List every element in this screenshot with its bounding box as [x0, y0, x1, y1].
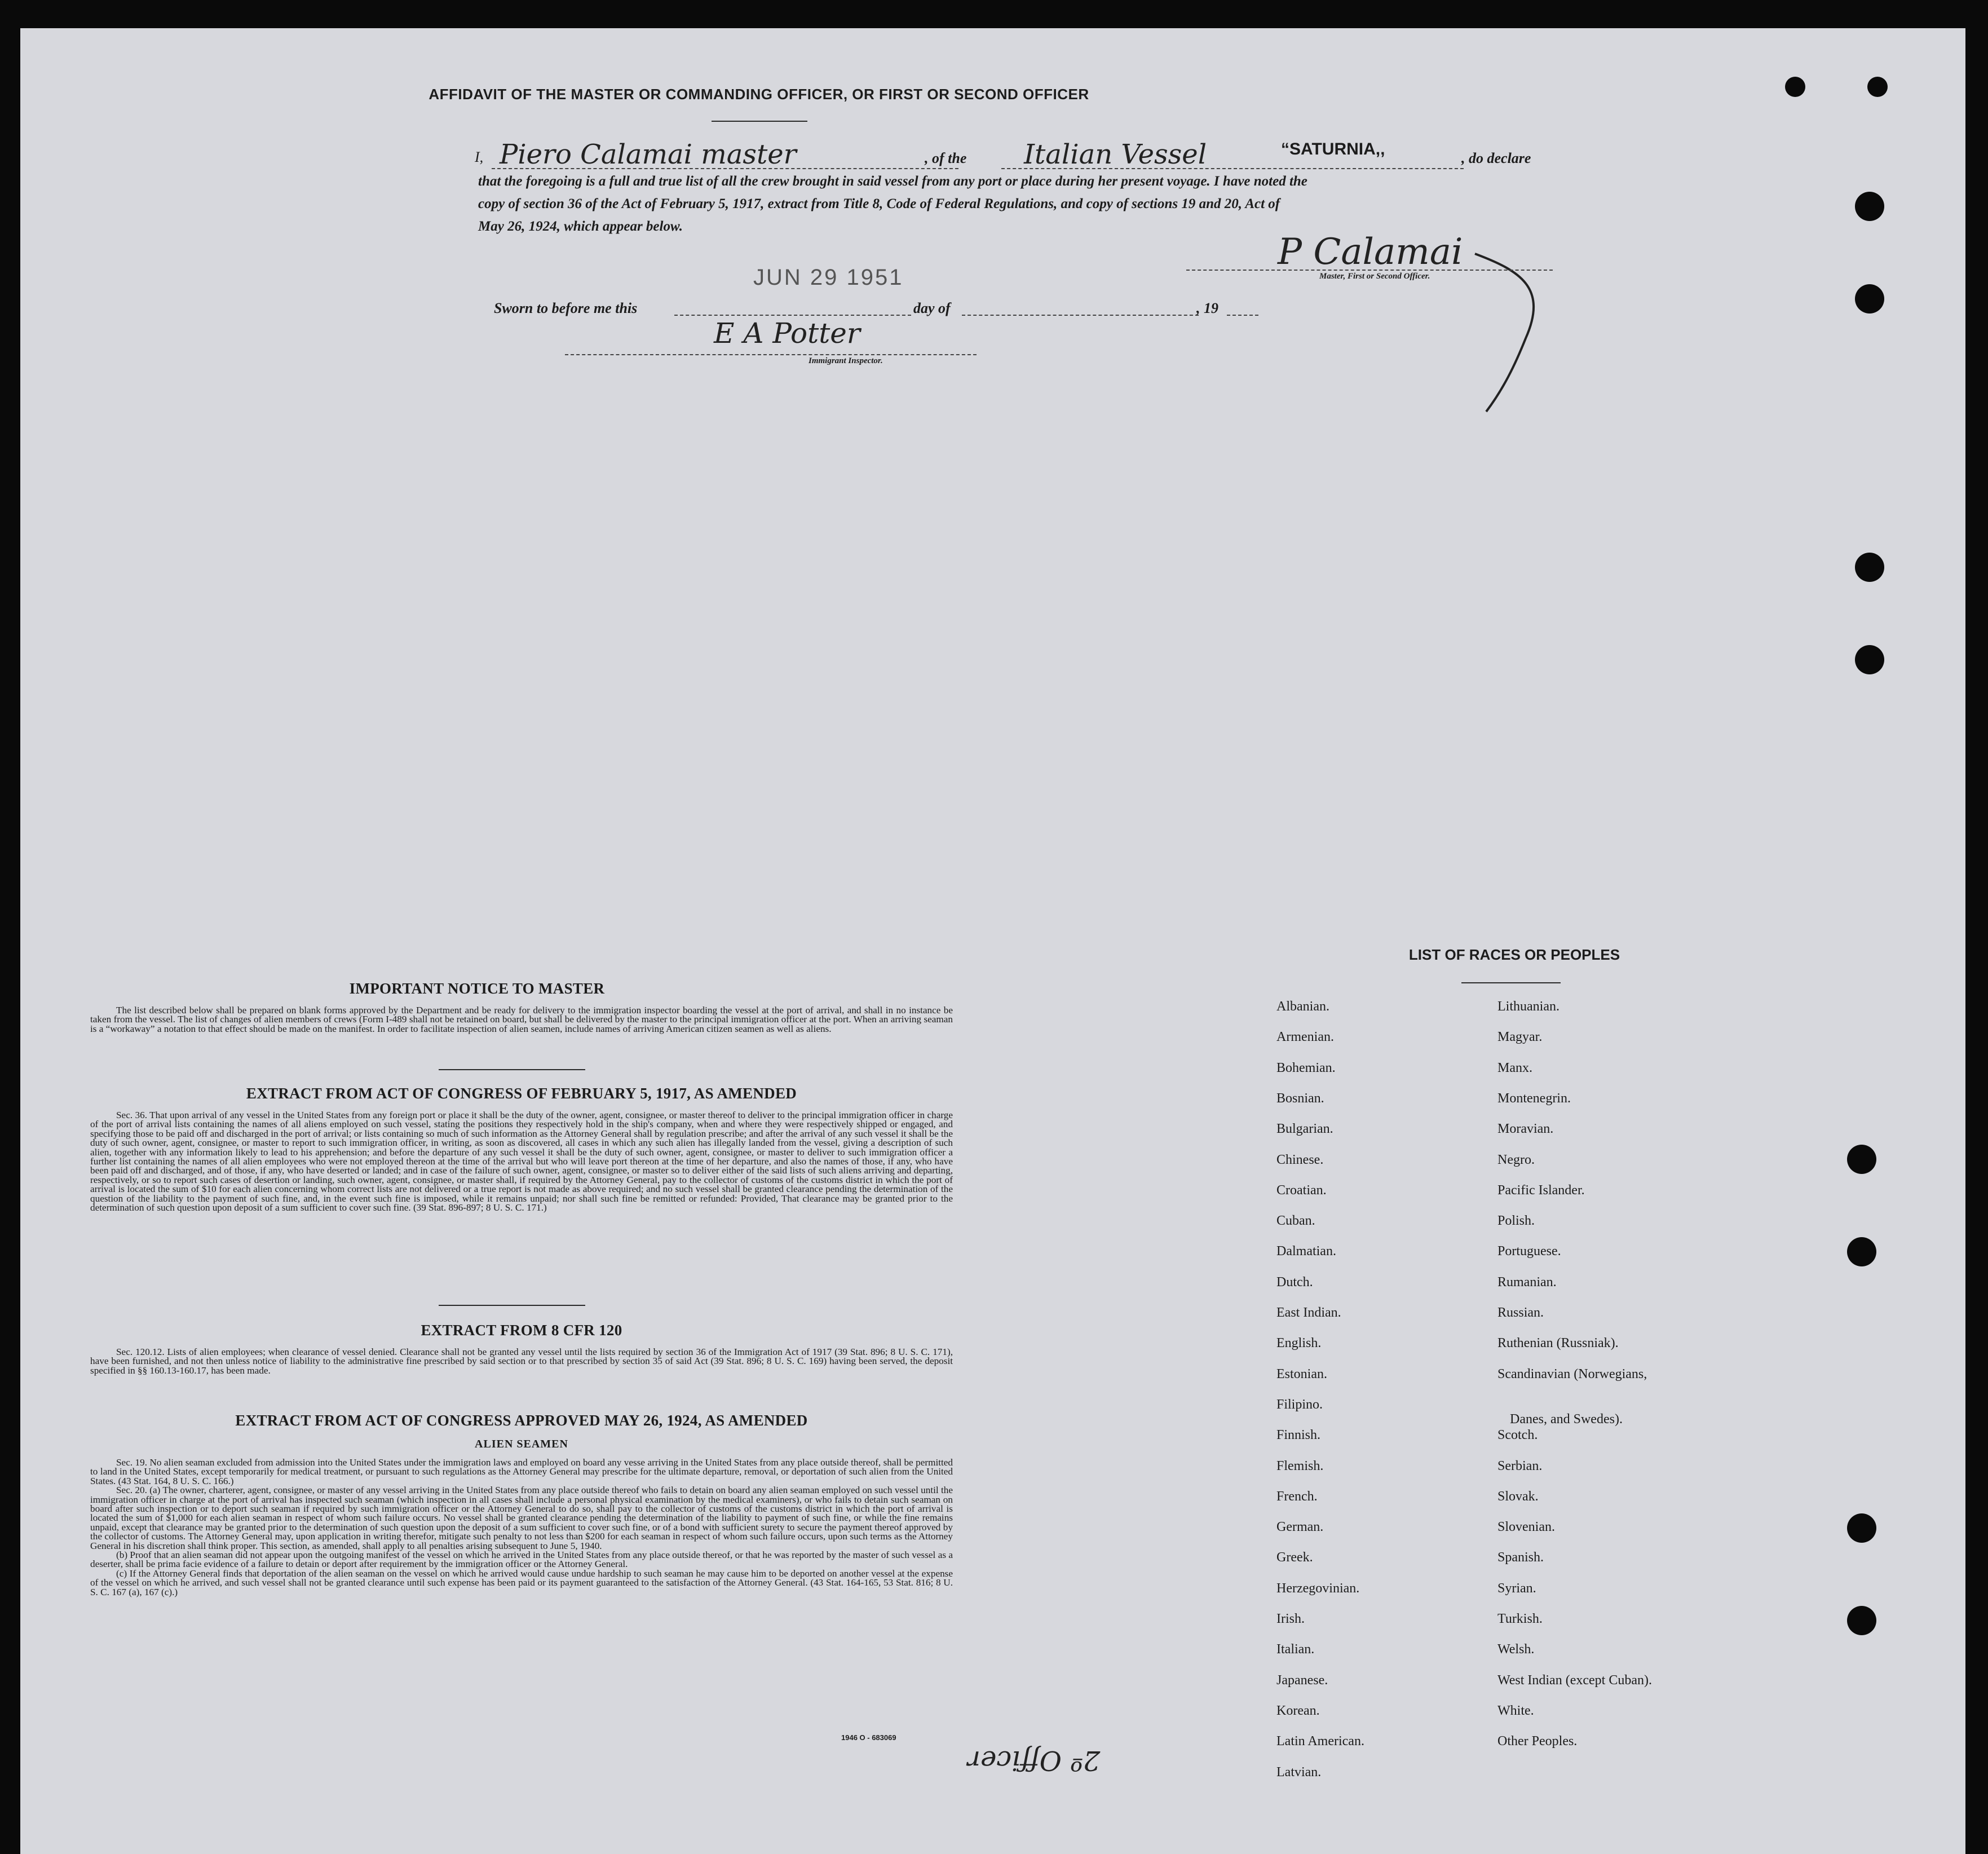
- race-item: Slovenian.: [1497, 1520, 1555, 1535]
- race-item: Irish.: [1276, 1612, 1305, 1626]
- race-item: Estonian.: [1276, 1366, 1327, 1381]
- race-item: Latvian.: [1276, 1764, 1322, 1780]
- race-item: Ruthenian (Russniak).: [1497, 1336, 1619, 1351]
- notice-title: IMPORTANT NOTICE TO MASTER: [349, 980, 605, 997]
- race-item: Armenian.: [1276, 1030, 1334, 1045]
- extract-1924-paragraph: Sec. 20. (a) The owner, charterer, agent, consignee, or master of any vessel arriving in the United States from any place outside thereof who fails to detain on board any alien seaman employed on such vessel until the immigration officer in charge at the port of arrival has inspected such seaman (which inspection in all cases shall include a personal physical examination by the medical examiners), or who fails to detain such seaman on board after such inspection or to deport such seaman if required by such immigration officer or the Attorney General to do so, shall pay to the collector of customs of the customs district in which the port of arrival is located the sum of $1,000 for each alien seaman in respect of whom such failure occurs. No vessel shall be granted clearance pending the determination of the liability to payment of such fine, or while the fine remains unpaid, except that clearance may be granted prior to the determination of such question upon the deposit of a sum sufficient to cover such fine, or of a bond with sufficient surety to secure the payment thereof approved by the collector of customs. The Attorney General may, upon application in writing therefor, mitigate such penalty to not less than $200 for each seaman in respect of whom such failure occurs, upon such terms as the Attorney General in his discretion shall think proper. This section, as amended, shall apply to all penalties arising subsequent to June 5, 1940.: [90, 1485, 953, 1551]
- race-item: East Indian.: [1276, 1305, 1341, 1320]
- race-item: Chinese.: [1276, 1152, 1324, 1167]
- race-item: Herzegovinian.: [1276, 1581, 1360, 1596]
- race-item: Montenegrin.: [1497, 1091, 1571, 1106]
- extract-1917-title: EXTRACT FROM ACT OF CONGRESS OF FEBRUARY 5, 1917, AS AMENDED: [246, 1085, 797, 1102]
- day-of-label: day of: [913, 300, 951, 316]
- signature-line: [1186, 270, 1553, 271]
- signature-caption: Master, First or Second Officer.: [1319, 272, 1430, 281]
- race-item: Greek.: [1276, 1550, 1313, 1565]
- punch-hole: [1855, 192, 1884, 221]
- race-item: Dalmatian.: [1276, 1244, 1336, 1259]
- master-signature: P Calamai: [1278, 231, 1463, 273]
- race-item: Rumanian.: [1497, 1274, 1557, 1290]
- divider: [1461, 982, 1561, 983]
- race-item: Negro.: [1497, 1152, 1535, 1167]
- sworn-label: Sworn to before me this: [494, 300, 638, 316]
- extract-1924-subtitle: ALIEN SEAMEN: [475, 1438, 568, 1450]
- race-item: Dutch.: [1276, 1274, 1313, 1290]
- date-stamp: JUN 29 1951: [753, 265, 904, 290]
- race-item: Slovak.: [1497, 1489, 1539, 1504]
- declare-label: , do declare: [1461, 150, 1531, 166]
- races-title: LIST OF RACES OR PEOPLES: [1408, 946, 1620, 963]
- race-item: Italian.: [1276, 1642, 1315, 1657]
- race-item: French.: [1276, 1489, 1318, 1504]
- race-item: Bosnian.: [1276, 1091, 1324, 1106]
- extract-1924-body: [90, 1458, 953, 1597]
- race-item: Bulgarian.: [1276, 1122, 1333, 1137]
- race-item: Korean.: [1276, 1703, 1320, 1718]
- race-item: Moravian.: [1497, 1122, 1554, 1137]
- sworn-day-line: [674, 315, 911, 316]
- race-item: Magyar.: [1497, 1030, 1543, 1045]
- extract-1924-paragraph: (c) If the Attorney General finds that deportation of the alien seaman on the vessel on which he arrived would cause undue hardship to such seaman he may cause him to be deported on another vessel at the expense of the vessel on which he arrived, and such vessel shall not be granted clearance until such expense has been paid or its payment guaranteed to the satisfaction of the Attorney General. (43 Stat. 164-165, 53 Stat. 816; 8 U. S. C. 167 (a), 167 (c).): [90, 1568, 953, 1597]
- extract-cfr-title: EXTRACT FROM 8 CFR 120: [421, 1322, 622, 1339]
- extract-1924-paragraph: Sec. 19. No alien seaman excluded from admission into the United States under the immigration laws and employed on board any vesse arriving in the United States from any place outside thereof, shall be permitted to land in the United States, except temporarily for medical treatment, or pursuant to such regulations as the Attorney General may prescribe for the ultimate departure, removal, or deportation of such alien from the United States. (43 Stat. 164, 8 U. S. C. 166.): [90, 1457, 953, 1486]
- affidavit-title: AFFIDAVIT OF THE MASTER OR COMMANDING OFFICER, OR FIRST OR SECOND OFFICER: [428, 86, 1089, 103]
- race-item: Danes, and Swedes).: [1510, 1411, 1623, 1427]
- inspector-line: [565, 354, 977, 355]
- affidavit-line-2: that the foregoing is a full and true list of all the crew brought in said vessel from any port or place during her present voyage. I have noted the: [478, 174, 1307, 189]
- signature-flourish: [1464, 248, 1554, 417]
- race-item: Filipino.: [1276, 1397, 1323, 1412]
- divider: [439, 1305, 585, 1306]
- punch-hole: [1855, 645, 1884, 674]
- punch-hole: [1855, 553, 1884, 582]
- race-item: Scandinavian (Norwegians,: [1497, 1366, 1647, 1381]
- race-item: Russian.: [1497, 1305, 1544, 1320]
- race-item: German.: [1276, 1520, 1324, 1535]
- race-item: Manx.: [1497, 1060, 1532, 1075]
- race-item: Portuguese.: [1497, 1244, 1561, 1259]
- race-item: English.: [1276, 1336, 1322, 1351]
- race-item: Serbian.: [1497, 1458, 1543, 1473]
- year-label: , 19: [1196, 300, 1218, 316]
- race-item: Flemish.: [1276, 1458, 1324, 1473]
- divider: [712, 121, 807, 122]
- race-item: Cuban.: [1276, 1213, 1315, 1229]
- vessel-line: [1001, 168, 1464, 169]
- affidavit-line-4: May 26, 1924, which appear below.: [478, 219, 683, 234]
- race-item: Other Peoples.: [1497, 1734, 1578, 1749]
- divider: [439, 1069, 585, 1070]
- inspector-signature: E A Potter: [714, 317, 860, 350]
- race-item: Syrian.: [1497, 1581, 1536, 1596]
- punch-hole: [1867, 77, 1888, 97]
- punch-hole: [1847, 1513, 1876, 1543]
- race-item: West Indian (except Cuban).: [1497, 1672, 1652, 1688]
- race-item: Polish.: [1497, 1213, 1535, 1229]
- print-code: 1946 O - 683069: [841, 1733, 896, 1742]
- document-page: [20, 28, 1965, 1854]
- master-name-handwritten: Piero Calamai master: [500, 139, 797, 170]
- punch-hole: [1785, 77, 1805, 97]
- sworn-month-line: [962, 315, 1199, 316]
- race-item: Pacific Islander.: [1497, 1182, 1585, 1198]
- vessel-name: “SATURNIA,,: [1281, 140, 1385, 158]
- race-item: Welsh.: [1497, 1642, 1535, 1657]
- margin-note-handwritten: 2º Officer: [968, 1745, 1101, 1776]
- vessel-handwritten: Italian Vessel: [1024, 139, 1207, 170]
- race-item: Japanese.: [1276, 1672, 1328, 1688]
- extract-1917-body: Sec. 36. That upon arrival of any vessel in the United States from any foreign port or place it shall be the duty of the owner, agent, consignee, or master thereof to deliver to the principal immigration officer in charge of the port of arrival lists containing the names of all aliens employed on such vessel, stating the positions they respectively hold in the ship's company, when and where they were respectively shipped or engaged, and specifying those to be paid off and discharged in the port of arrival; or lists containing so much of such information as the Attorney General shall by regulation prescribe; and after the arrival of any such vessel it shall be the duty of such owner, agent, consignee, or master to report to such immigration officer, in writing, as soon as discovered, all cases in which any such alien has illegally landed from the vessel, giving a description of such alien, together with any information likely to lead to his apprehension; and before the departure of any such vessel it shall be the duty of such owner, agent, consignee, or master to deliver to such immigration officer a further list containing the names of all alien employees who were not employed thereon at the time of the arrival but who will leave port thereon at the time of her departure, and also the names of those, if any, who have been paid off and discharged, and of those, if any, who have deserted or landed; and in case of the failure of such owner, agent, consignee, or master so to deliver either of the said lists of such aliens arriving and departing, respectively, or so to report such cases of desertion or landing, such owner, agent, consignee, or master shall, if required by the Attorney General, pay to the collector of customs of the customs district in which the port of arrival is located the sum of $10 for each alien concerning whom correct lists are not delivered or a true report is not made as above required; and no such vessel shall be granted clearance pending the determination of the question of the liability to the payment of such fine, and, in the event such fine is imposed, while it remains unpaid; nor shall such fine be remitted or refunded: Provided, That clearance may be granted prior to the determination of such question upon deposit of a sum sufficient to cover such fine. (39 Stat. 896-897; 8 U. S. C. 171.): [90, 1110, 953, 1213]
- year-line: [1227, 315, 1258, 316]
- punch-hole: [1847, 1237, 1876, 1266]
- race-item: White.: [1497, 1703, 1534, 1718]
- of-the-label: , of the: [925, 150, 967, 166]
- race-item: Spanish.: [1497, 1550, 1544, 1565]
- affidavit-prefix: I,: [475, 149, 484, 165]
- race-item: Lithuanian.: [1497, 999, 1560, 1014]
- inspector-caption: Immigrant Inspector.: [809, 356, 883, 365]
- race-item: Finnish.: [1276, 1428, 1321, 1443]
- affidavit-line-3: copy of section 36 of the Act of February 5, 1917, extract from Title 8, Code of Federal Regulations, and copy of sections 19 and 20, Act of: [478, 196, 1280, 211]
- punch-hole: [1847, 1606, 1876, 1635]
- punch-hole: [1855, 284, 1884, 314]
- race-item: Scotch.: [1497, 1428, 1538, 1443]
- extract-1924-paragraph: (b) Proof that an alien seaman did not appear upon the outgoing manifest of the vessel on which he arrived in the United States from any place outside thereof, or that he was reported by the master of such vessel as a deserter, shall be prima facie evidence of a failure to detain or deport after requirement by the immigration officer or the Attorney General.: [90, 1550, 953, 1570]
- notice-body: The list described below shall be prepared on blank forms approved by the Department and be ready for delivery to the immigration inspector boarding the vessel at the port of arrival, and shall in no instance be taken from the vessel. The list of changes of alien members of crews (Form I-489 shall not be retained on board, but shall be delivered by the master to the principal immigration officer at the port. When an arriving seaman is a “workaway” a notation to that effect should be made on the manifest. In order to facilitate inspection of alien seamen, include names of arriving American citizen seamen as well as aliens.: [90, 1005, 953, 1034]
- race-item: Albanian.: [1276, 999, 1329, 1014]
- race-item: Bohemian.: [1276, 1060, 1336, 1075]
- punch-hole: [1847, 1145, 1876, 1174]
- race-item: Croatian.: [1276, 1182, 1327, 1198]
- race-item: Latin American.: [1276, 1734, 1364, 1749]
- extract-cfr-body: Sec. 120.12. Lists of alien employees; when clearance of vessel denied. Clearance shall not be granted any vessel until the lists required by section 36 of the Immigration Act of 1917 (39 Stat. 896; 8 U. S. C. 171), have been furnished, and not then unless notice of liability to the administrative fine prescribed by said section or to that prescribed by section 35 of said Act (39 Stat. 896; 8 U. S. C. 169) having been served, the deposit specified in §§ 160.13-160.17, has been made.: [90, 1347, 953, 1376]
- extract-1924-title: EXTRACT FROM ACT OF CONGRESS APPROVED MAY 26, 1924, AS AMENDED: [235, 1412, 808, 1429]
- race-item: Turkish.: [1497, 1612, 1543, 1626]
